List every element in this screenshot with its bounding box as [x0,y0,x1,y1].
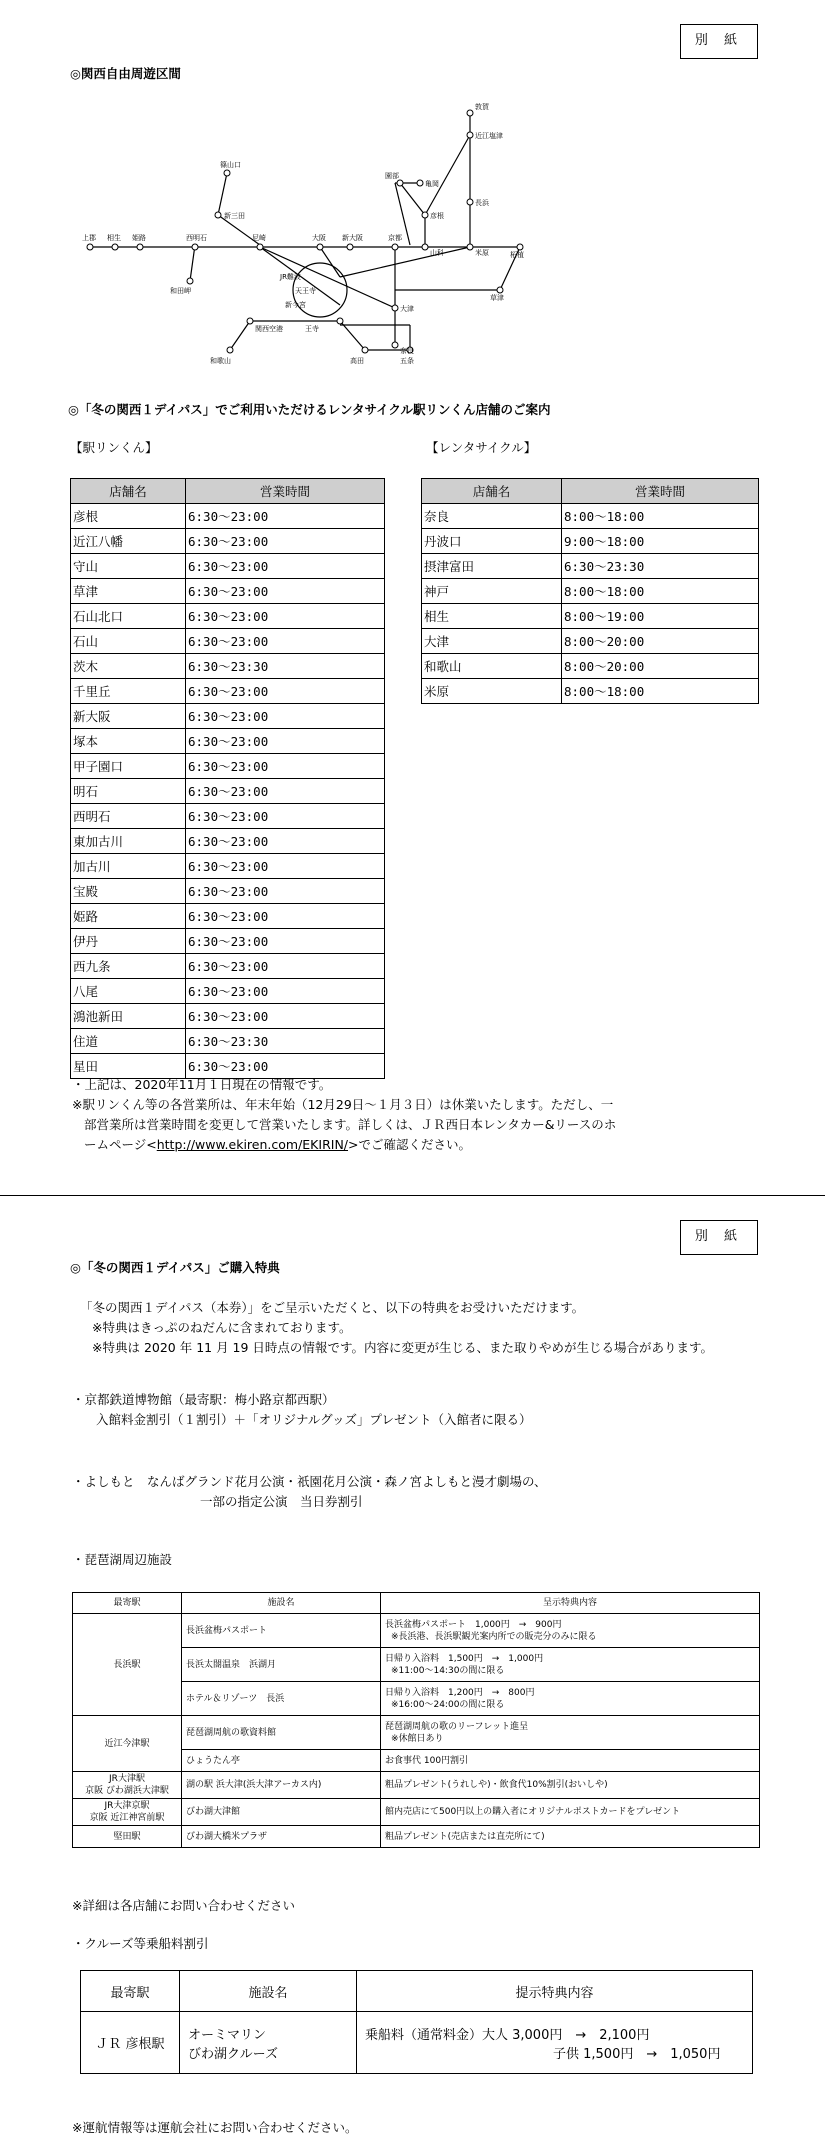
svg-text:王寺: 王寺 [305,325,319,333]
ekirin-hours: 6:30〜23:00 [186,629,385,654]
svg-text:草津: 草津 [490,294,504,302]
rental-row [422,604,759,629]
rental-hours: 9:00〜18:00 [562,529,759,554]
ekirin-row [71,1029,385,1054]
ekirin-row [71,979,385,1004]
ekirin-row [71,779,385,804]
attachment-stamp: 別 紙 [680,24,758,59]
ekirin-row [71,929,385,954]
svg-text:五条: 五条 [400,357,414,365]
ekirin-store-name: 西九条 [71,954,186,979]
svg-text:新今宮: 新今宮 [285,301,306,309]
ekirin-hours: 6:30〜23:00 [186,829,385,854]
ekirin-hours: 6:30〜23:00 [186,779,385,804]
svg-text:大阪: 大阪 [312,234,326,242]
ekirin-row [71,604,385,629]
ekirin-store-name: 守山 [71,554,186,579]
biwa-facility: びわ湖大橋米プラザ [182,1826,381,1848]
biwa-station-otsu: JR大津駅 京阪 びわ湖浜大津駅 [73,1772,182,1799]
rental-store-name: 相生 [422,604,562,629]
rental-store-name: 丹波口 [422,529,562,554]
ekirin-store-name: 甲子園口 [71,754,186,779]
ekirin-row [71,529,385,554]
rental-hours: 8:00〜18:00 [562,679,759,704]
ekirin-hours: 6:30〜23:00 [186,1004,385,1029]
rental-hours: 8:00〜20:00 [562,629,759,654]
note-holiday-3-post: >でご確認ください。 [348,1137,471,1152]
note-holiday-2: 部営業所は営業時間を変更して営業いたします。詳しくは、ＪＲ西日本レンタカー&リースのホ [84,1117,617,1132]
svg-text:尼崎: 尼崎 [252,234,266,242]
biwako-table [72,1592,760,1848]
rental-label: 【レンタサイクル】 [426,440,537,455]
ekirin-row [71,854,385,879]
svg-text:米原: 米原 [475,249,489,257]
rental-store-name: 摂津富田 [422,554,562,579]
cruise-col-station: 最寄駅 [81,1971,180,2012]
biwa-facility: 長浜太閤温泉 浜湖月 [182,1648,381,1682]
yoshimoto-title: ・よしもと なんばグランド花月公演・祇園花月公演・森ノ宮よしもと漫才劇場の、 [72,1474,547,1489]
ekirin-store-name: 加古川 [71,854,186,879]
note-operation: ※運航情報等は運航会社にお問い合わせください。 [72,2120,358,2135]
biwa-benefit: 琵琶湖周航の歌のリーフレット進呈 ※休館日あり [381,1716,760,1750]
svg-text:柘植: 柘植 [510,251,524,259]
biwa-station-imazu: 近江今津駅 [73,1716,182,1772]
cruise-benefit: 乗船料（通常料金）大人 3,000円 → 2,100円 子供 1,500円 → 1,050円 [357,2012,753,2074]
svg-text:上郡: 上郡 [82,234,96,242]
ekirin-store-name: 石山北口 [71,604,186,629]
cruise-title: ・クルーズ等乗船料割引 [72,1936,209,1951]
svg-text:奈良: 奈良 [400,347,414,355]
rental-heading: ◎「冬の関西１デイパス」でご利用いただけるレンタサイクル駅リンくん店舗のご案内 [68,402,551,417]
biwa-facility: 長浜盆梅パスポート [182,1614,381,1648]
ekirin-store-name: 住道 [71,1029,186,1054]
ekirin-hours: 6:30〜23:00 [186,754,385,779]
ekirin-store-name: 姫路 [71,904,186,929]
rental-col-store: 店舗名 [422,479,562,504]
svg-text:彦根: 彦根 [430,212,444,220]
biwa-benefit: 館内売店にて500円以上の購入者にオリジナルポストカードをプレゼント [381,1799,760,1826]
ekirin-row [71,629,385,654]
svg-text:高田: 高田 [350,357,364,365]
ekirin-hours: 6:30〜23:00 [186,879,385,904]
ekirin-table [70,478,385,1079]
ekirin-store-name: 明石 [71,779,186,804]
rental-hours: 6:30〜23:30 [562,554,759,579]
svg-text:京都: 京都 [388,234,402,242]
note-holiday-3 [84,1135,471,1155]
ekirin-hours: 6:30〜23:00 [186,504,385,529]
rental-store-name: 大津 [422,629,562,654]
svg-text:関西空港: 関西空港 [255,325,283,333]
ekirin-row [71,679,385,704]
rental-row [422,679,759,704]
rental-hours: 8:00〜18:00 [562,504,759,529]
ekirin-store-name: 西明石 [71,804,186,829]
biwa-benefit: 長浜盆梅パスポート 1,000円 → 900円 ※長浜港、長浜駅観光案内所での販売分のみに限る [381,1614,760,1648]
intro-line-2: ※特典はきっぷのねだんに含まれております。 [92,1320,352,1335]
svg-text:和歌山: 和歌山 [210,357,231,365]
rental-row [422,654,759,679]
route-map [80,95,540,375]
biwa-benefit: 日帰り入浴料 1,500円 → 1,000円 ※11:00〜14:30の間に限る [381,1648,760,1682]
ekirin-store-name: 東加古川 [71,829,186,854]
svg-text:JR難波: JR難波 [280,273,301,281]
ekirin-row [71,654,385,679]
svg-text:近江塩津: 近江塩津 [475,132,503,140]
intro-line-3: ※特典は 2020 年 11 月 19 日時点の情報です。内容に変更が生じる、また取りやめが生じる場合があります。 [92,1340,713,1355]
ekirin-hours: 6:30〜23:00 [186,729,385,754]
svg-text:新三田: 新三田 [224,212,245,220]
ekirin-store-name: 近江八幡 [71,529,186,554]
ekirin-row [71,704,385,729]
ekirin-hours: 6:30〜23:00 [186,804,385,829]
ekirin-store-name: 草津 [71,579,186,604]
ekirin-hours: 6:30〜23:00 [186,904,385,929]
biwa-benefit: 粗品プレゼント(うれしや)・飲食代10%割引(おいしや) [381,1772,760,1799]
biwa-benefit: 日帰り入浴料 1,200円 → 800円 ※16:00〜24:00の間に限る [381,1682,760,1716]
ekirin-store-name: 宝殿 [71,879,186,904]
biwa-col-facility: 施設名 [182,1593,381,1614]
ekirin-row [71,879,385,904]
cruise-facility: オーミマリン びわ湖クルーズ [180,2012,357,2074]
svg-text:山科: 山科 [430,249,444,257]
biwa-benefit: 粗品プレゼント(売店または直売所にて) [381,1826,760,1848]
svg-text:亀岡: 亀岡 [425,180,439,188]
biwa-facility: ひょうたん亭 [182,1750,381,1772]
rental-table [421,478,759,704]
map-heading: ◎関西自由周遊区間 [70,66,181,81]
ekirin-row [71,754,385,779]
ekirin-label: 【駅リンくん】 [70,440,158,455]
rental-store-name: 和歌山 [422,654,562,679]
rental-hours: 8:00〜18:00 [562,579,759,604]
ekirin-col-hours: 営業時間 [186,479,385,504]
svg-text:姫路: 姫路 [132,234,146,242]
rental-store-name: 奈良 [422,504,562,529]
ekirin-hours: 6:30〜23:30 [186,1029,385,1054]
rental-row [422,529,759,554]
intro-line-1: 「冬の関西１デイパス（本券）」をご呈示いただくと、以下の特典をお受けいただけます。 [80,1300,585,1315]
page-divider [0,1195,825,1196]
ekirin-row [71,729,385,754]
ekirin-row [71,554,385,579]
rental-row [422,629,759,654]
museum-benefit: 入館料金割引（１割引）＋「オリジナルグッズ」プレゼント（入館者に限る） [96,1412,532,1427]
svg-text:篠山口: 篠山口 [220,161,241,169]
biwa-station-otsukyo: JR大津京駅 京阪 近江神宮前駅 [73,1799,182,1826]
biwa-col-station: 最寄駅 [73,1593,182,1614]
svg-text:西明石: 西明石 [186,234,207,242]
ekirin-col-store: 店舗名 [71,479,186,504]
ekiren-link[interactable]: http://www.ekiren.com/EKIRIN/ [156,1137,349,1152]
ekirin-store-name: 星田 [71,1054,186,1079]
cruise-table [80,1970,753,2074]
biwako-title: ・琵琶湖周辺施設 [72,1552,173,1567]
biwa-col-benefit: 呈示特典内容 [381,1593,760,1614]
museum-title: ・京都鉄道博物館（最寄駅：梅小路京都西駅） [72,1392,335,1407]
biwa-facility: 湖の駅 浜大津(浜大津アーカス内) [182,1772,381,1799]
ekirin-row [71,954,385,979]
ekirin-hours: 6:30〜23:00 [186,704,385,729]
ekirin-store-name: 千里丘 [71,679,186,704]
rental-hours: 8:00〜20:00 [562,654,759,679]
biwa-facility: 琵琶湖周航の歌資料館 [182,1716,381,1750]
ekirin-hours: 6:30〜23:00 [186,979,385,1004]
ekirin-store-name: 新大阪 [71,704,186,729]
rental-store-name: 米原 [422,679,562,704]
note-holiday-1: ※駅リンくん等の各営業所は、年末年始（12月29日〜１月３日）は休業いたします。ただし、一 [72,1097,614,1112]
benefits-heading: ◎「冬の関西１デイパス」ご購入特典 [70,1260,280,1275]
note-ask-stores: ※詳細は各店舗にお問い合わせください [72,1898,295,1913]
attachment-stamp-2: 別 紙 [680,1220,758,1255]
ekirin-hours: 6:30〜23:00 [186,554,385,579]
cruise-station: ＪＲ 彦根駅 [81,2012,180,2074]
ekirin-store-name: 八尾 [71,979,186,1004]
ekirin-hours: 6:30〜23:00 [186,1054,385,1079]
ekirin-store-name: 彦根 [71,504,186,529]
ekirin-store-name: 伊丹 [71,929,186,954]
rental-col-hours: 営業時間 [562,479,759,504]
ekirin-row [71,504,385,529]
ekirin-hours: 6:30〜23:00 [186,604,385,629]
cruise-col-benefit: 提示特典内容 [357,1971,753,2012]
ekirin-hours: 6:30〜23:00 [186,954,385,979]
ekirin-store-name: 茨木 [71,654,186,679]
ekirin-store-name: 塚本 [71,729,186,754]
rental-store-name: 神戸 [422,579,562,604]
svg-text:新大阪: 新大阪 [342,234,363,242]
svg-text:相生: 相生 [107,234,121,242]
ekirin-row [71,829,385,854]
ekirin-hours: 6:30〜23:00 [186,579,385,604]
ekirin-row [71,579,385,604]
rental-row [422,504,759,529]
ekirin-row [71,1004,385,1029]
ekirin-store-name: 鴻池新田 [71,1004,186,1029]
ekirin-hours: 6:30〜23:00 [186,854,385,879]
ekirin-hours: 6:30〜23:00 [186,929,385,954]
biwa-facility: ホテル＆リゾーツ 長浜 [182,1682,381,1716]
svg-text:長浜: 長浜 [475,199,489,207]
rental-row [422,579,759,604]
ekirin-hours: 6:30〜23:00 [186,529,385,554]
ekirin-hours: 6:30〜23:30 [186,654,385,679]
ekirin-hours: 6:30〜23:00 [186,679,385,704]
biwa-station-nagahama: 長浜駅 [73,1614,182,1716]
svg-text:園部: 園部 [385,172,399,180]
svg-text:天王寺: 天王寺 [295,287,316,295]
yoshimoto-benefit: 一部の指定公演 当日券割引 [200,1494,363,1509]
note-holiday-3-pre: ームページ< [84,1137,157,1152]
biwa-station-katata: 堅田駅 [73,1826,182,1848]
note-current-info: ・上記は、2020年11月１日現在の情報です。 [72,1077,332,1092]
ekirin-row [71,904,385,929]
biwa-facility: びわ湖大津館 [182,1799,381,1826]
ekirin-row [71,804,385,829]
rental-hours: 8:00〜19:00 [562,604,759,629]
rental-row [422,554,759,579]
biwa-benefit: お食事代 100円割引 [381,1750,760,1772]
svg-text:大津: 大津 [400,305,414,313]
ekirin-store-name: 石山 [71,629,186,654]
svg-text:和田岬: 和田岬 [170,287,191,295]
cruise-col-facility: 施設名 [180,1971,357,2012]
svg-text:敦賀: 敦賀 [475,103,489,111]
